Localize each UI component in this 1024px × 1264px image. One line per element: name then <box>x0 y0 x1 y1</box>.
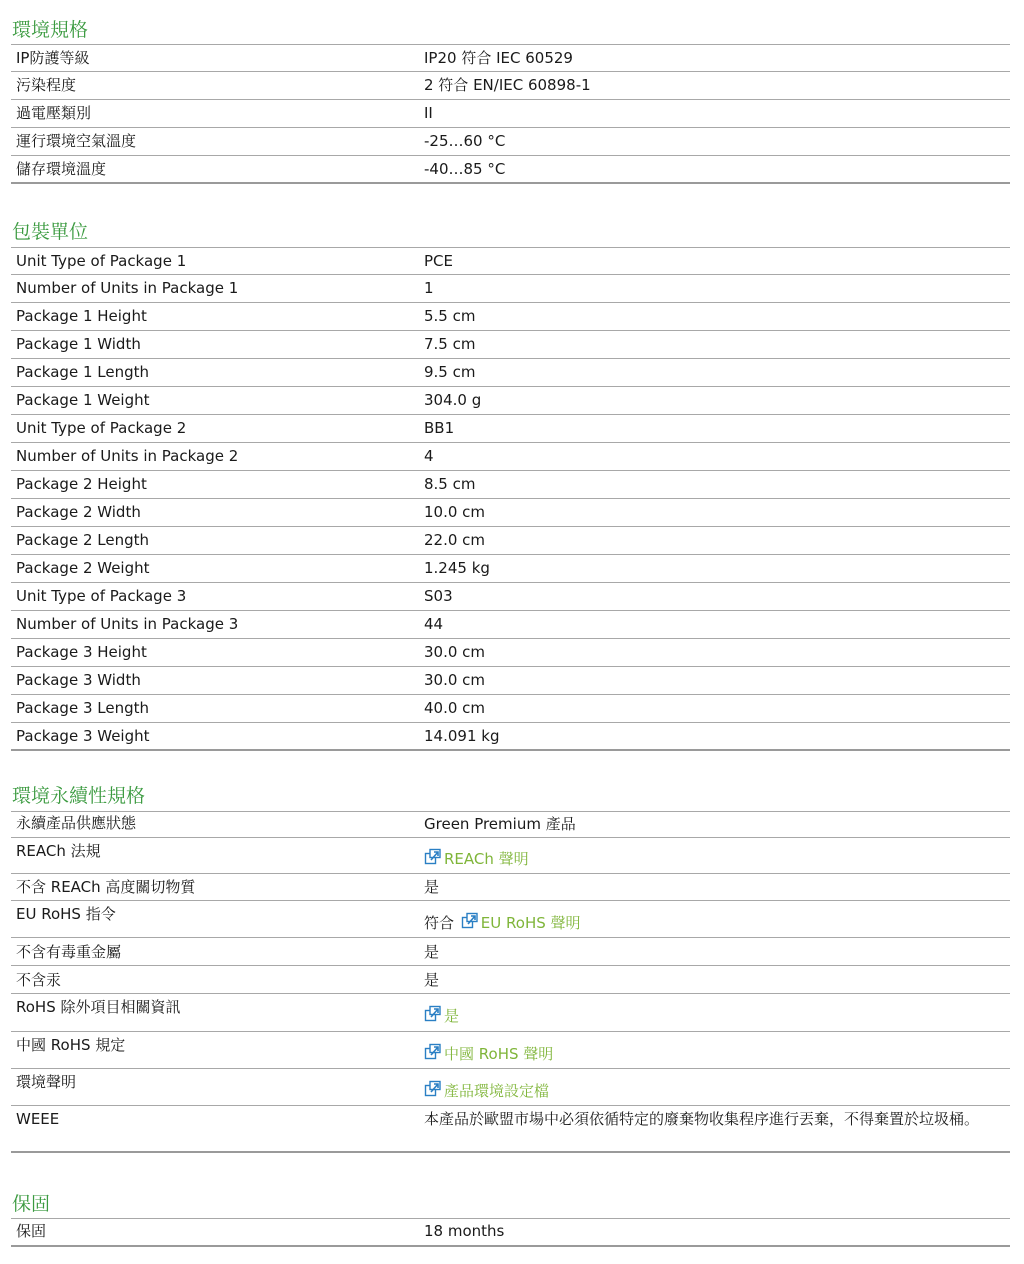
row-label: Package 2 Height <box>16 475 147 493</box>
link-label: EU RoHS 聲明 <box>480 914 581 932</box>
table-row <box>11 359 1010 387</box>
row-value: 304.0 g <box>424 391 482 409</box>
row-label: 中國 RoHS 規定 <box>16 1036 126 1054</box>
link-label: 是 <box>444 1007 460 1025</box>
table-row <box>11 938 1010 966</box>
table-row <box>11 1218 1010 1247</box>
table-row <box>11 527 1010 555</box>
external-link-icon <box>424 1005 442 1023</box>
row-value: 9.5 cm <box>424 363 476 381</box>
row-label: Package 3 Width <box>16 671 141 689</box>
row-label: 不含 REACh 高度關切物質 <box>16 878 196 896</box>
section-title: 包裝單位 <box>12 221 89 243</box>
row-label: 永續產品供應狀態 <box>16 814 137 832</box>
row-value: 是 <box>424 943 440 961</box>
row-value: 40.0 cm <box>424 699 486 717</box>
row-label: Unit Type of Package 3 <box>16 587 187 605</box>
table-row <box>11 901 1010 938</box>
row-value: S03 <box>424 587 453 605</box>
table-row <box>11 156 1010 184</box>
row-label: Number of Units in Package 1 <box>16 279 239 297</box>
table-row <box>11 555 1010 583</box>
compliance-text: 符合 <box>424 914 455 932</box>
row-value: 7.5 cm <box>424 335 476 353</box>
row-label: RoHS 除外項目相關資訊 <box>16 998 181 1016</box>
row-label: EU RoHS 指令 <box>16 905 116 923</box>
table-row <box>11 275 1010 303</box>
row-value: 是 <box>424 971 440 989</box>
row-label: 過電壓類別 <box>16 104 92 122</box>
table-row <box>11 583 1010 611</box>
row-value: 1.245 kg <box>424 559 490 577</box>
row-label: WEEE <box>16 1110 60 1128</box>
table-row <box>11 72 1010 100</box>
row-value: 14.091 kg <box>424 727 500 745</box>
row-value: 22.0 cm <box>424 531 486 549</box>
external-link-icon <box>461 912 479 930</box>
table-row <box>11 639 1010 667</box>
row-value: 是 <box>424 878 440 896</box>
row-label: 不含有毒重金屬 <box>16 943 122 961</box>
table-row <box>11 443 1010 471</box>
row-label: Package 1 Length <box>16 363 149 381</box>
row-value: 18 months <box>424 1222 505 1240</box>
row-value: IP20 符合 IEC 60529 <box>424 49 573 67</box>
table-row <box>11 994 1010 1032</box>
row-value: 4 <box>424 447 434 465</box>
row-label: Package 1 Weight <box>16 391 150 409</box>
table-row <box>11 331 1010 359</box>
row-value: 30.0 cm <box>424 671 486 689</box>
table-row <box>11 874 1010 901</box>
row-label: Number of Units in Package 2 <box>16 447 239 465</box>
row-value: 30.0 cm <box>424 643 486 661</box>
table-row <box>11 128 1010 156</box>
row-label: 保固 <box>16 1222 47 1240</box>
product-environmental-profile-link[interactable] <box>424 1082 549 1100</box>
row-value <box>424 848 1000 869</box>
row-label: 污染程度 <box>16 76 77 94</box>
table-row <box>11 499 1010 527</box>
row-value <box>424 1005 1000 1026</box>
row-value: -25…60 °C <box>424 132 506 150</box>
row-value: 44 <box>424 615 444 633</box>
table-row <box>11 1069 1010 1106</box>
row-value: 5.5 cm <box>424 307 476 325</box>
reach-declaration-link[interactable] <box>424 850 529 868</box>
row-label: Unit Type of Package 1 <box>16 252 187 270</box>
row-value <box>424 1043 1000 1064</box>
row-label: Number of Units in Package 3 <box>16 615 239 633</box>
row-value: 2 符合 EN/IEC 60898-1 <box>424 76 591 94</box>
row-label: Package 2 Length <box>16 531 149 549</box>
row-label: Package 3 Height <box>16 643 147 661</box>
row-label: REACh 法規 <box>16 842 101 860</box>
row-value: -40…85 °C <box>424 160 506 178</box>
row-value: 本產品於歐盟市場中必須依循特定的廢棄物收集程序進行丟棄，不得棄置於垃圾桶。 <box>424 1110 980 1128</box>
table-row <box>11 723 1010 751</box>
row-value: 10.0 cm <box>424 503 486 521</box>
eu-rohs-declaration-link[interactable] <box>456 914 581 932</box>
rohs-exemption-link[interactable] <box>424 1007 459 1025</box>
row-label: Unit Type of Package 2 <box>16 419 187 437</box>
section-title: 環境規格 <box>12 19 89 41</box>
row-label: 儲存環境溫度 <box>16 160 107 178</box>
link-label: 中國 RoHS 聲明 <box>444 1045 554 1063</box>
table-row <box>11 247 1010 275</box>
row-label: 運行環境空氣溫度 <box>16 132 137 150</box>
external-link-icon <box>424 848 442 866</box>
row-label: 環境聲明 <box>16 1073 77 1091</box>
table-row <box>11 1032 1010 1069</box>
table-row <box>11 387 1010 415</box>
external-link-icon <box>424 1080 442 1098</box>
table-row <box>11 415 1010 443</box>
row-value: PCE <box>424 252 453 270</box>
row-label: Package 1 Height <box>16 307 147 325</box>
table-row <box>11 695 1010 723</box>
link-label: REACh 聲明 <box>444 850 529 868</box>
table-row <box>11 471 1010 499</box>
row-label: Package 3 Length <box>16 699 149 717</box>
row-value: II <box>424 104 433 122</box>
external-link-icon <box>424 1043 442 1061</box>
table-row <box>11 100 1010 128</box>
row-value: Green Premium 產品 <box>424 815 576 833</box>
row-value: BB1 <box>424 419 455 437</box>
row-value <box>424 1080 1000 1101</box>
table-row <box>11 1106 1010 1153</box>
row-value <box>424 912 1000 933</box>
row-label: Package 2 Weight <box>16 559 150 577</box>
table-row <box>11 811 1010 838</box>
row-label: 不含汞 <box>16 971 62 989</box>
table-row <box>11 667 1010 695</box>
china-rohs-declaration-link[interactable] <box>424 1045 553 1063</box>
row-label: IP防護等級 <box>16 49 90 67</box>
row-label: Package 1 Width <box>16 335 141 353</box>
table-row <box>11 966 1010 994</box>
section-title: 環境永續性規格 <box>12 785 146 807</box>
row-label: Package 2 Width <box>16 503 141 521</box>
table-row <box>11 44 1010 72</box>
table-row <box>11 611 1010 639</box>
section-title: 保固 <box>12 1193 51 1215</box>
row-value: 8.5 cm <box>424 475 476 493</box>
row-value: 1 <box>424 279 434 297</box>
table-row <box>11 303 1010 331</box>
table-row <box>11 838 1010 874</box>
link-label: 產品環境設定檔 <box>444 1082 550 1100</box>
row-label: Package 3 Weight <box>16 727 150 745</box>
